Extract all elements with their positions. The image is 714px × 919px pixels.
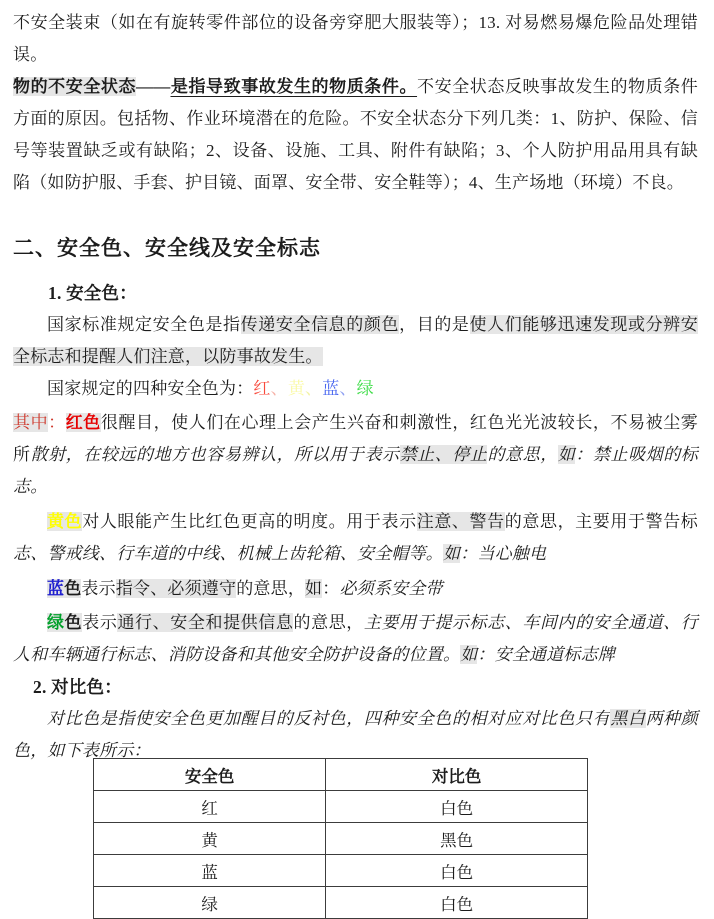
heading-contrast-color [33, 671, 698, 703]
text-run: 如 [557, 445, 576, 464]
document-body [13, 7, 698, 767]
text-run: 如 [443, 544, 461, 563]
table-cell: 白色 [326, 855, 588, 887]
text-run: 2. 对比色： [33, 677, 122, 697]
table-cell: 白色 [326, 791, 588, 823]
text-run: ：安全通道标志牌 [477, 645, 616, 664]
text-run: 黄色 [47, 512, 83, 531]
text-run: 的意思，主要用于警告标 [504, 512, 698, 531]
text-run: 的意思， [293, 613, 364, 632]
contrast-table-body [94, 791, 588, 919]
text-run: ： [322, 579, 340, 598]
table-row [94, 855, 588, 887]
table-header-row [94, 759, 588, 791]
text-run: ： [48, 413, 66, 432]
text-run: 对人眼能产生比红色更高的明度。用于表示 [82, 512, 417, 531]
table-cell: 黑色 [326, 823, 588, 855]
text-run: 的意思， [236, 579, 306, 598]
text-run: 黑白 [610, 709, 646, 728]
text-run: 、 [339, 379, 357, 398]
text-run: 两种颜色，如下表所示： [13, 709, 698, 760]
text-run: ：禁止吸烟的标志。 [13, 445, 698, 496]
text-run: 对比色是指使安全色更加醒目的反衬色，四种安全色的相对应对比色只有 [47, 709, 611, 728]
text-run: 、 [305, 379, 323, 398]
text-run: 绿 [356, 379, 374, 398]
para-green-color [13, 607, 698, 671]
text-run: 其中 [13, 413, 49, 432]
heading-section-two [13, 232, 698, 264]
table-header-cell: 安全色 [94, 759, 326, 791]
contrast-color-table [93, 758, 588, 919]
text-run: 物的不安全状态 [13, 77, 137, 96]
text-run: 志、警戒线、行车道的中线、机械上齿轮箱、安全帽等。 [13, 544, 443, 563]
text-run: 蓝 [47, 579, 65, 598]
table-cell: 红 [94, 791, 326, 823]
para-red-color [13, 407, 698, 503]
text-run: 使人们能够迅速发现或分辨安全标志和提醒人们注意，以防事故发生。 [13, 315, 698, 366]
text-run: 色 [64, 579, 82, 598]
text-run: 红 [253, 379, 271, 398]
text-run: 、 [270, 379, 288, 398]
table-cell: 白色 [326, 887, 588, 919]
text-run: 不安全状态反映事故发生的物质条件方面的原因。包括物、作业环境潜在的危险。不安全状态分下列几类：1、防护、保险、信号等装置缺乏或有缺陷；2、设备、设施、工具、附件有缺陷；3、个人防护用品用具有缺陷（如防护服、手套、护目镜、面罩、安全带、安全鞋等）；4、生产场地（环境）不良。 [13, 77, 698, 192]
text-run: 表示 [81, 579, 116, 598]
text-run: 主要用于提示标志、车间内的安全通道、行人和车辆通行标志、消防设备和其他安全防护设备的位置。 [13, 613, 698, 664]
text-run: 红色 [65, 413, 101, 432]
para-safety-color-definition [13, 309, 698, 373]
text-run: 的意思， [487, 445, 558, 464]
para-yellow-color [13, 506, 698, 570]
table-cell: 绿 [94, 887, 326, 919]
text-run: 散射，在较远的地方也容易辨认，所以用于表示 [30, 445, 400, 464]
text-run: 表示 [82, 613, 118, 632]
text-run: 注意、警告 [416, 512, 505, 531]
para-blue-color [13, 573, 698, 605]
table-row [94, 791, 588, 823]
text-run: 国家标准规定安全色是指 [47, 315, 241, 334]
text-run: 1. 安全色： [48, 283, 137, 303]
heading-safety-color [48, 277, 698, 309]
para-unsafe-state [13, 71, 698, 199]
text-run: 是指导致事故发生的物质条件。 [170, 77, 418, 96]
table-row [94, 887, 588, 919]
text-run: 黄 [287, 379, 306, 398]
text-run: 指令、必须遵守 [115, 579, 237, 598]
text-run: 蓝 [322, 379, 340, 398]
table-cell: 蓝 [94, 855, 326, 887]
text-run: 绿 [47, 613, 65, 632]
text-run: 如 [460, 645, 478, 664]
text-run: 如 [305, 579, 323, 598]
para-four-safety-colors [13, 373, 698, 405]
text-run: 传递安全信息的颜色 [240, 315, 400, 334]
text-run: 禁止、停止 [399, 445, 488, 464]
text-run: 国家规定的四种安全色为： [47, 379, 254, 398]
para-unsafe-attire [13, 7, 698, 71]
text-run: 通行、安全和提供信息 [117, 613, 294, 632]
table-header-cell: 对比色 [326, 759, 588, 791]
text-run: 不安全装束（如在有旋转零件部位的设备旁穿肥大服装等）；13. 对易燃易爆危险品处理错误。 [13, 13, 698, 64]
text-run: 二、安全色、安全线及安全标志 [13, 236, 321, 260]
table-cell: 黄 [94, 823, 326, 855]
text-run: 必须系安全带 [339, 579, 443, 598]
contrast-table-header [94, 759, 588, 791]
text-run: ：当心触电 [460, 544, 547, 563]
table-row [94, 823, 588, 855]
text-run: —— [136, 77, 171, 96]
text-run: 色 [64, 613, 83, 632]
text-run: ，目的是 [399, 315, 470, 334]
text-run: 很醒目，使人们在心理上会产生兴奋和刺激性，红色光光波较长，不易被尘雾所 [13, 413, 698, 464]
